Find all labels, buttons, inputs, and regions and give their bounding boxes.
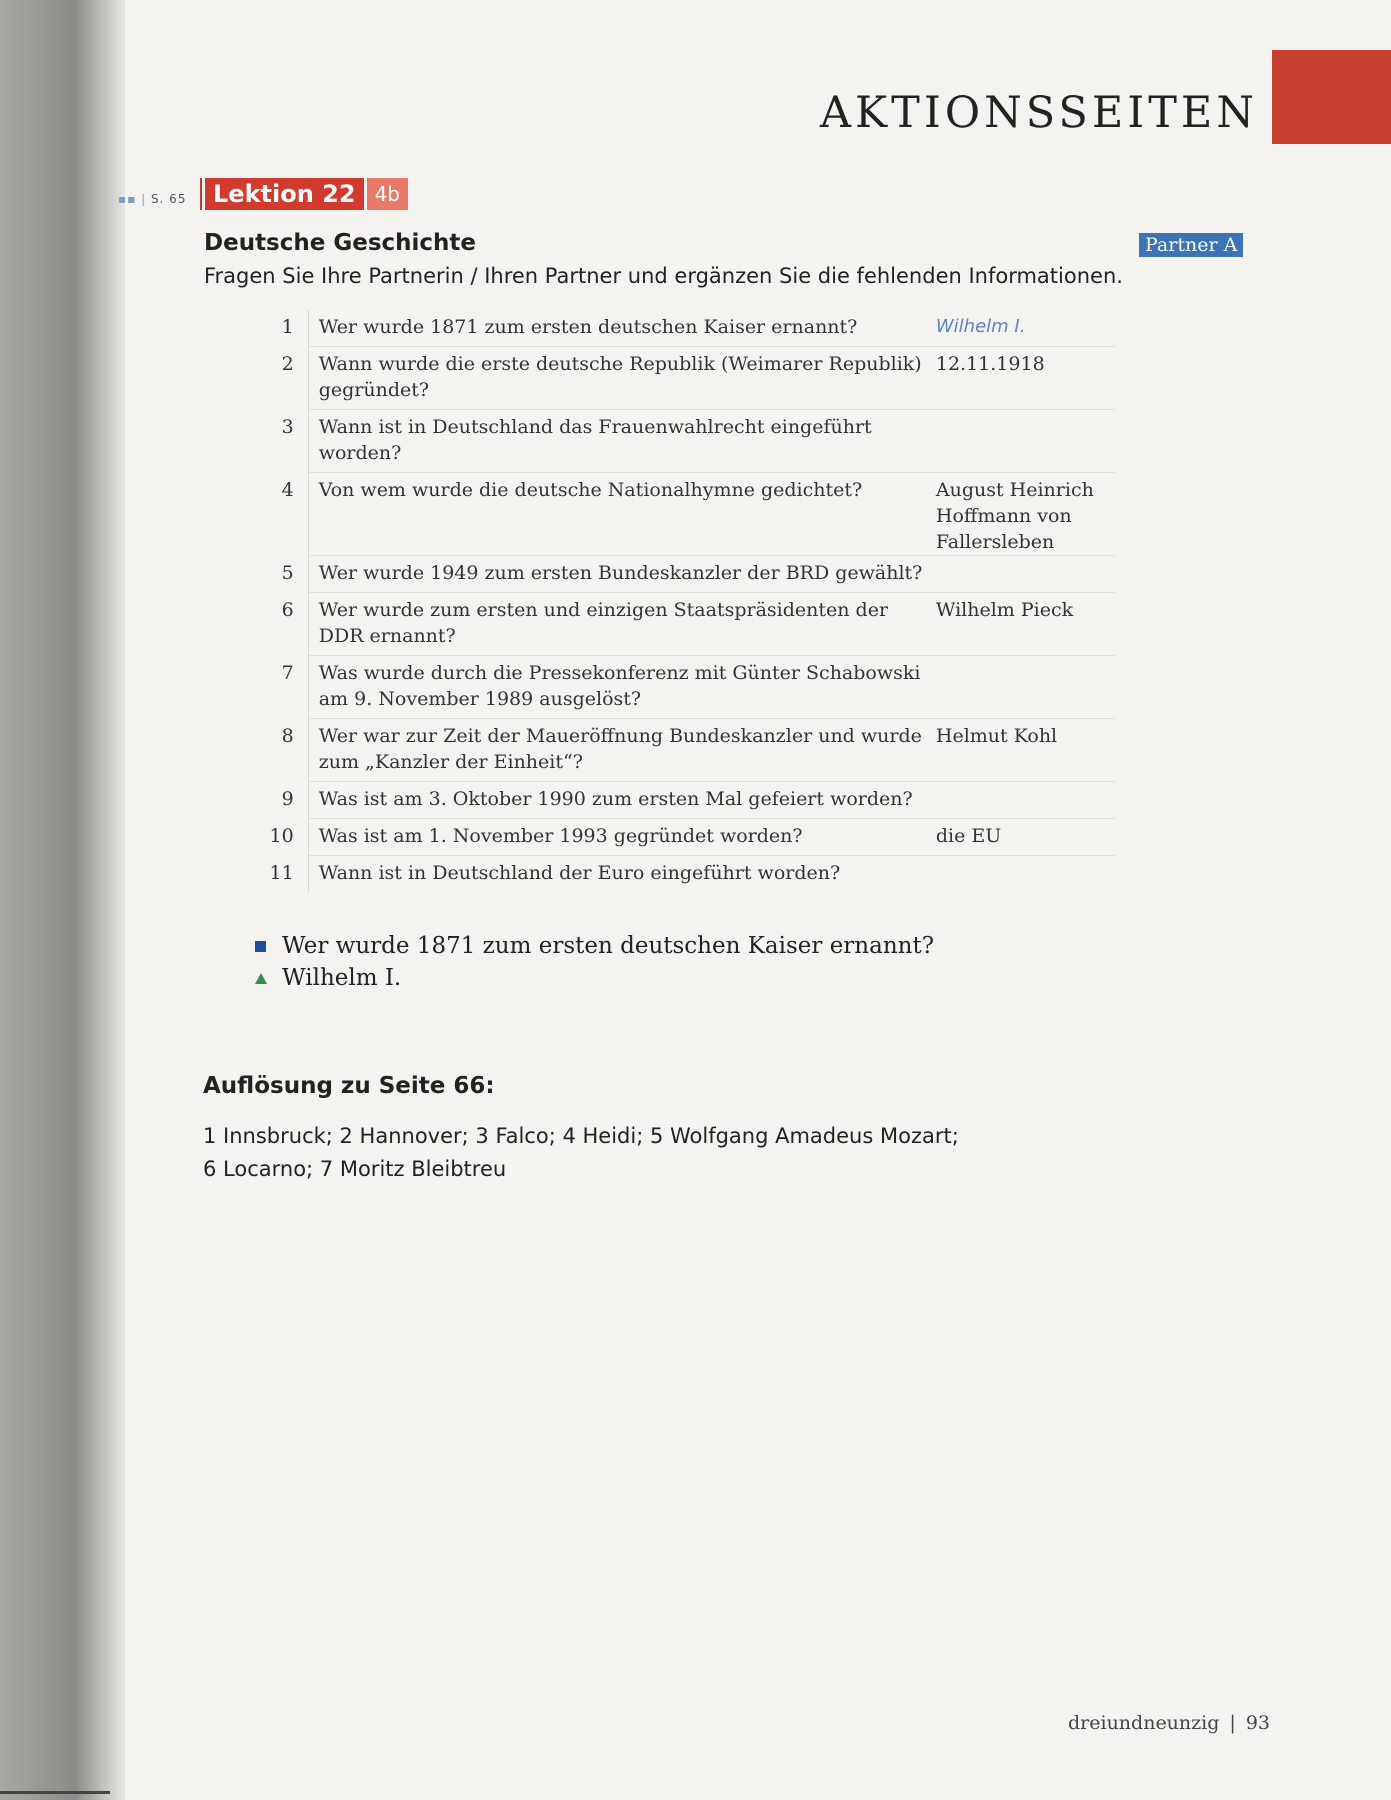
answer-text: 12.11.1918 — [924, 347, 1115, 410]
question-text: Was wurde durch die Pressekonferenz mit Günter Schabowski am 9. November 1989 ausgelöst? — [308, 656, 924, 719]
table-row — [255, 347, 1115, 410]
table-row — [255, 782, 1115, 819]
table-row — [255, 856, 1115, 892]
triangle-bullet-icon — [255, 973, 267, 984]
page-number-word: dreiundneunzig — [1068, 1712, 1220, 1734]
question-number: 7 — [281, 662, 294, 684]
reference-icon: ▪▪ | — [118, 192, 151, 206]
dialog-question: Wer wurde 1871 zum ersten deutschen Kaiser ernannt? — [282, 933, 935, 959]
answer-blank — [924, 856, 1115, 892]
question-number: 6 — [281, 599, 294, 621]
question-number: 8 — [281, 725, 294, 747]
task-instructions: Fragen Sie Ihre Partnerin / Ihren Partner und ergänzen Sie die fehlenden Informationen. — [204, 264, 1123, 288]
table-row — [255, 719, 1115, 782]
solution-line: 6 Locarno; 7 Moritz Bleibtreu — [203, 1157, 507, 1181]
dialog-answer-line — [255, 962, 934, 994]
table-row — [255, 656, 1115, 719]
question-text: Wann ist in Deutschland der Euro eingeführt worden? — [308, 856, 924, 892]
solution-line: 1 Innsbruck; 2 Hannover; 3 Falco; 4 Heidi; 5 Wolfgang Amadeus Mozart; — [203, 1124, 959, 1148]
lesson-label — [200, 178, 408, 210]
table-row — [255, 310, 1115, 347]
question-text: Wer wurde 1871 zum ersten deutschen Kaiser ernannt? — [308, 310, 924, 347]
page-edge — [0, 1791, 110, 1794]
lesson-number: Lektion 22 — [205, 178, 364, 210]
lesson-bar-line — [200, 178, 202, 210]
solution-text — [203, 1120, 1103, 1186]
question-text: Wann ist in Deutschland das Frauenwahlrecht eingeführt worden? — [308, 410, 924, 473]
page-header-title: AKTIONSSEITEN — [820, 88, 1258, 138]
question-text: Von wem wurde die deutsche Nationalhymne gedichtet? — [308, 473, 924, 556]
question-text: Wer wurde zum ersten und einzigen Staatspräsidenten der DDR ernannt? — [308, 593, 924, 656]
question-table — [255, 310, 1115, 892]
answer-handwritten: Wilhelm I. — [924, 310, 1115, 347]
question-text: Wer war zur Zeit der Maueröffnung Bundeskanzler und wurde zum „Kanzler der Einheit“? — [308, 719, 924, 782]
question-number: 4 — [281, 479, 294, 501]
answer-blank — [924, 656, 1115, 719]
section-title: Deutsche Geschichte — [204, 230, 477, 256]
dialog-question-line — [255, 930, 934, 962]
table-row — [255, 593, 1115, 656]
book-gutter-shadow — [0, 0, 125, 1800]
answer-blank — [924, 410, 1115, 473]
question-text: Was ist am 3. Oktober 1990 zum ersten Mal gefeiert worden? — [308, 782, 924, 819]
lesson-part: 4b — [367, 178, 408, 210]
answer-blank — [924, 782, 1115, 819]
question-text: Wer wurde 1949 zum ersten Bundeskanzler der BRD gewählt? — [308, 556, 924, 593]
answer-text: die EU — [924, 819, 1115, 856]
page-reference — [118, 192, 186, 206]
answer-text: Wilhelm Pieck — [924, 593, 1115, 656]
example-dialog — [255, 930, 934, 994]
answer-text: Helmut Kohl — [924, 719, 1115, 782]
question-number: 3 — [281, 416, 294, 438]
partner-badge: Partner A — [1139, 233, 1243, 257]
table-row — [255, 410, 1115, 473]
question-number: 9 — [281, 788, 294, 810]
answer-blank — [924, 556, 1115, 593]
square-bullet-icon — [255, 941, 266, 952]
solution-heading: Auflösung zu Seite 66: — [203, 1073, 495, 1099]
answer-text: August Heinrich Hoffmann von Fallersleben — [924, 473, 1115, 556]
question-number: 2 — [281, 353, 294, 375]
reference-text: S. 65 — [150, 192, 187, 206]
question-number: 10 — [269, 825, 294, 847]
table-row — [255, 473, 1115, 556]
question-text: Was ist am 1. November 1993 gegründet worden? — [308, 819, 924, 856]
footer-separator: | — [1229, 1712, 1236, 1734]
question-text: Wann wurde die erste deutsche Republik (Weimarer Republik) gegründet? — [308, 347, 924, 410]
table-row — [255, 819, 1115, 856]
page-number: 93 — [1245, 1712, 1270, 1734]
table-row — [255, 556, 1115, 593]
section-tab-marker — [1272, 50, 1391, 144]
page-footer — [1040, 1712, 1270, 1734]
question-number: 1 — [281, 316, 294, 338]
question-number: 11 — [269, 862, 294, 884]
dialog-answer: Wilhelm I. — [282, 965, 402, 991]
question-number: 5 — [281, 562, 294, 584]
